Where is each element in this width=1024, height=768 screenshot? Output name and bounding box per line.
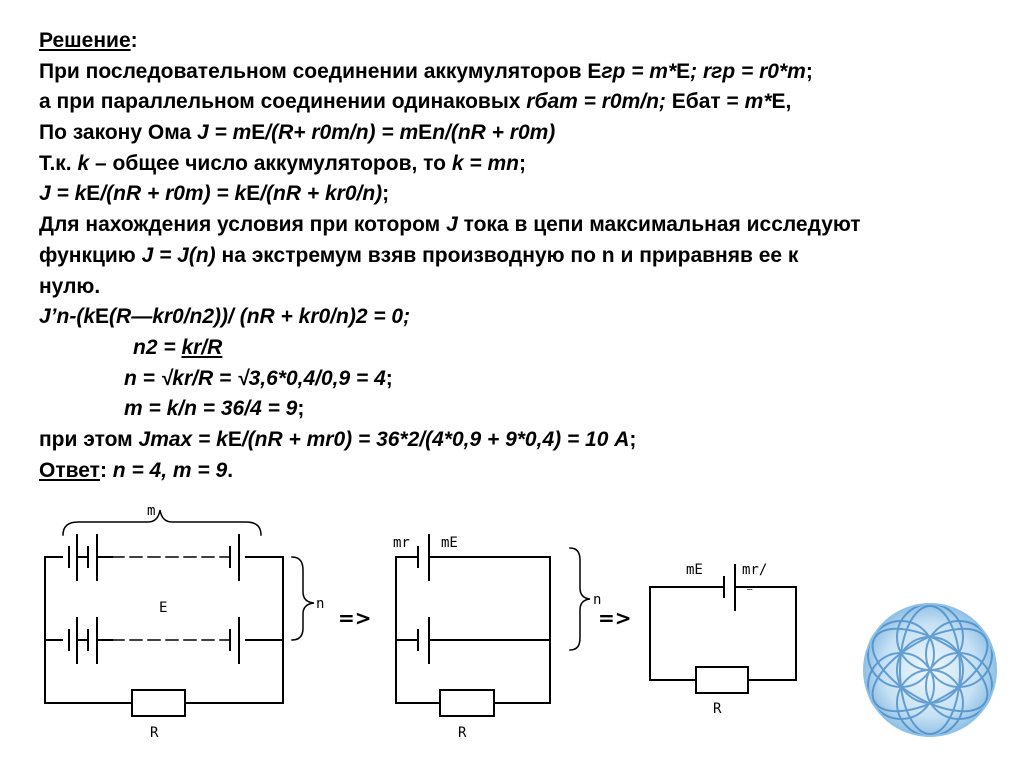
wire-left-2: [396, 557, 418, 703]
line-5: J = kЕ/(nR + r0m) = kЕ/(nR + kr0/n);: [39, 182, 390, 206]
label-r-2: R: [458, 725, 467, 741]
label-m: m: [147, 503, 156, 519]
line-10: n2 = kr/R: [133, 335, 223, 359]
battery-row-1: [69, 535, 239, 580]
wire-left: [45, 557, 62, 703]
label-n-1: n: [316, 596, 325, 612]
line-8: нулю.: [39, 274, 101, 298]
resistor-2: [440, 690, 494, 716]
label-mr-sub: —: [747, 585, 753, 595]
line-heading: Решение:: [39, 29, 138, 52]
label-mr-3: mr/: [742, 562, 768, 578]
resistor-3: [696, 667, 748, 693]
line-13: при этом Jmax = kЕ/(nR + mr0) = 36*2/(4*0,9 + 9*0,4) = 10 А;: [39, 427, 637, 451]
label-me-2: mE: [441, 535, 458, 551]
line-9: J’n-(kЕ(R—kr0/n2))/ (nR + kr0/n)2 = 0;: [39, 305, 411, 329]
brace-m: [63, 510, 261, 535]
circuit-diagram-2: [396, 535, 590, 716]
line-2: а при параллельном соединении одинаковых rбат = r0m/n; Ебат = m*Е,: [39, 90, 792, 114]
line-11: n = √kr/R = √3,6*0,4/0,9 = 4;: [124, 366, 393, 390]
resistor-1: [132, 690, 185, 716]
label-n-2: n: [593, 592, 602, 608]
line-1: При последовательном соединении аккумуляторов Егр = m*Е; rгр = r0*m;: [39, 59, 813, 83]
line-answer: Ответ: n = 4, m = 9.: [39, 458, 234, 482]
circuit-diagram-3: [650, 565, 796, 693]
brace-n-2: [570, 548, 590, 650]
battery-row-2-1: [418, 535, 429, 580]
label-r-1: R: [150, 725, 159, 741]
battery-row-2-2: [418, 618, 429, 663]
label-e: E: [159, 600, 168, 616]
label-me-3: mE: [686, 562, 703, 578]
circuit-diagram-1: [45, 510, 314, 716]
label-mr: mr: [393, 535, 410, 551]
battery-row-2: [69, 618, 239, 663]
arrow-implies-1: =>: [338, 606, 372, 630]
label-r-3: R: [713, 701, 722, 717]
line-3: По закону Ома J = mЕ/(R+ r0m/n) = mЕn/(nR + r0m): [39, 121, 556, 145]
decorative-logo-icon: [860, 604, 1001, 736]
brace-n-1: [292, 557, 314, 640]
line-12: m = k/n = 36/4 = 9;: [124, 397, 305, 421]
line-7: функцию J = J(n) на экстремум взяв производную по n и приравняв ее к: [39, 243, 799, 267]
arrow-implies-2: =>: [598, 606, 632, 630]
line-6: Для нахождения условия при котором J тока в цепи максимальная исследуют: [39, 213, 861, 237]
wire-bottom-right: [185, 557, 283, 703]
line-4: Т.к. k – общее число аккумуляторов, то k = mn;: [39, 151, 526, 175]
solution-heading: Решение: [39, 29, 131, 52]
